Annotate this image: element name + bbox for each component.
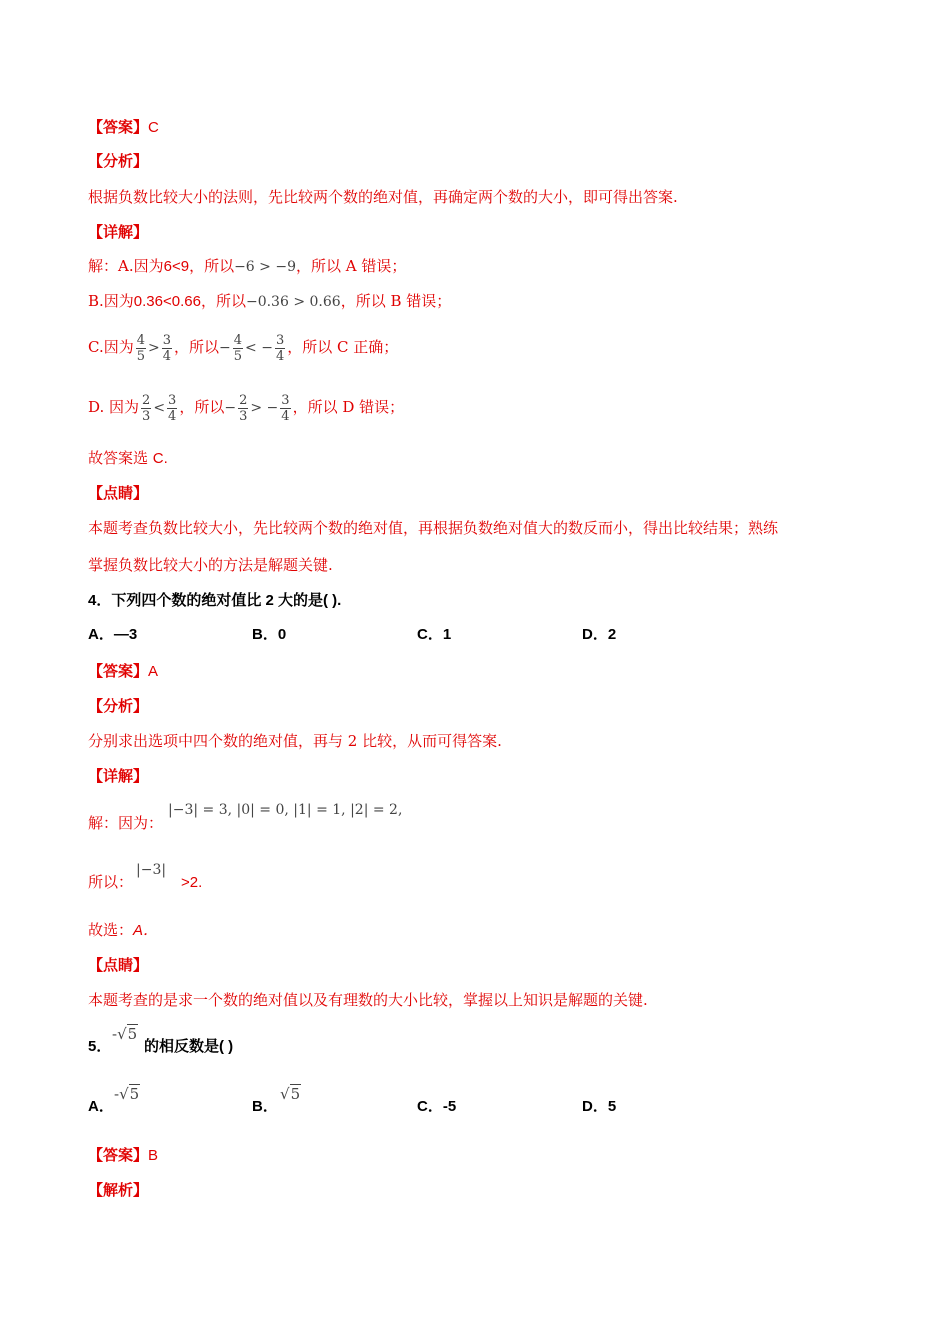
fraction-denominator: 5 (233, 348, 243, 364)
q3-line-c (88, 327, 398, 368)
q3-conclusion (88, 448, 168, 469)
q3-line-c-mid: ，所以 (174, 338, 220, 356)
q5-option-b-value (280, 1084, 301, 1105)
minus-sign: − (224, 400, 237, 416)
q5-radical (112, 1024, 138, 1045)
negative-sqrt: -√5 (114, 1085, 140, 1103)
q3-line-a (88, 256, 406, 277)
fraction-numerator: 3 (275, 332, 285, 348)
operator: < (153, 400, 166, 416)
fraction (238, 393, 248, 424)
operator: > (148, 340, 160, 356)
fraction-denominator: 3 (142, 408, 151, 424)
q3-line-a-pre: 解：A.因为 (88, 257, 164, 275)
fraction-numerator: 4 (233, 332, 243, 348)
q5-option-b-label: B． (252, 1098, 278, 1115)
q3-comment-line-1: 本题考查负数比较大小，先比较两个数的绝对值，再根据负数绝对值大的数反而小，得出比较结果；熟练 (88, 519, 779, 537)
q4-comment-tag: 【点睛】 (88, 956, 149, 974)
fraction (280, 393, 290, 424)
q3-line-b-expr: −0.36 > 0.66 (245, 294, 341, 310)
q4-detail-expr: |−3| = 3, |0| = 0, |1| = 1, |2| = 2, (168, 802, 403, 818)
fraction-denominator: 3 (239, 408, 248, 424)
negative-sqrt: -√5 (112, 1025, 138, 1043)
q3-answer-line (88, 117, 159, 138)
q4-answer-tag: 【答案】 (88, 662, 149, 680)
operator: > − (250, 400, 279, 416)
fraction-numerator: 2 (142, 392, 151, 408)
q4-detail-tag: 【详解】 (88, 767, 149, 785)
q3-conclusion-pre: 故答案选 (88, 449, 153, 467)
q5-num: 5． (88, 1038, 112, 1055)
q5-option-d: D．5 (582, 1098, 617, 1115)
q3-comment-line-2: 掌握负数比较大小的方法是解题关键. (88, 556, 333, 574)
q4-option-c: C．1 (417, 626, 452, 643)
radicand: 5 (129, 1085, 140, 1103)
sqrt: √5 (280, 1085, 301, 1103)
fraction-denominator: 4 (168, 408, 177, 424)
q4-analysis-text: 分别求出选项中四个数的绝对值，再与 2 比较，从而可得答案. (88, 732, 502, 750)
q4-answer-line (88, 661, 158, 682)
q3-line-b-cond: 0.36<0.66 (133, 293, 201, 310)
q3-comment-tag: 【点睛】 (88, 484, 149, 502)
q4-so-pre: 所以： (88, 873, 134, 891)
minus-sign: − (219, 340, 231, 356)
q4-choose-line (88, 920, 158, 941)
minus-sign: - (114, 1085, 120, 1103)
radicand: 5 (290, 1085, 301, 1103)
q3-line-b-pre: B.因为 (88, 292, 134, 310)
q5-option-a-value (114, 1084, 140, 1105)
q3-line-c-pre: C.因为 (88, 338, 134, 356)
q3-line-a-expr: −6 > −9 (234, 259, 296, 275)
q5-explain-tag: 【解析】 (88, 1181, 149, 1199)
q5-option-a-label: A． (88, 1098, 114, 1115)
fraction (141, 393, 151, 424)
minus-sign: - (112, 1025, 118, 1043)
q3-line-d-post: ，所以 D 错误； (292, 398, 405, 416)
fraction-numerator: 3 (168, 392, 177, 408)
fraction-numerator: 3 (281, 392, 290, 408)
q3-line-a-post: ，所以 A 错误； (295, 257, 407, 275)
q3-line-a-cond: 6<9 (163, 258, 190, 275)
q3-line-d-pre: D. 因为 (88, 398, 140, 416)
radicand: 5 (127, 1025, 138, 1043)
q3-answer-value: C (148, 119, 159, 136)
q4-choose-pre: 故选： (88, 921, 134, 939)
q5-answer-line (88, 1145, 158, 1166)
q4-detail-line (88, 813, 163, 833)
q4-choose-value: A． (133, 922, 159, 939)
q4-comment-text: 本题考查的是求一个数的绝对值以及有理数的大小比较，掌握以上知识是解题的关键. (88, 991, 648, 1009)
q4-option-b: B．0 (252, 626, 287, 643)
q4-option-a: A．—3 (88, 626, 138, 643)
q3-analysis-text: 根据负数比较大小的法则，先比较两个数的绝对值，再确定两个数的大小，即可得出答案. (88, 188, 678, 206)
fraction (275, 333, 285, 364)
q3-line-b (88, 291, 451, 312)
fraction-numerator: 2 (239, 392, 248, 408)
q4-answer-value: A (148, 663, 159, 680)
q3-detail-tag: 【详解】 (88, 223, 149, 241)
q3-analysis-tag: 【分析】 (88, 152, 149, 170)
q4-option-d: D．2 (582, 626, 617, 643)
fraction-denominator: 4 (162, 348, 172, 364)
q5-answer-tag: 【答案】 (88, 1146, 149, 1164)
operator: < − (245, 340, 273, 356)
fraction-denominator: 4 (275, 348, 285, 364)
fraction (162, 333, 172, 364)
q4-question: 4．下列四个数的绝对值比 2 大的是( ). (88, 592, 342, 609)
q3-line-a-mid: ，所以 (189, 257, 235, 275)
q4-so-expr: |−3| (136, 862, 167, 878)
q3-line-c-post: ，所以 C 正确； (287, 338, 399, 356)
fraction-denominator: 4 (281, 408, 290, 424)
q3-line-b-post: ，所以 B 错误； (340, 292, 452, 310)
q3-line-d-mid: ，所以 (179, 398, 225, 416)
q4-detail-pre: 解：因为： (88, 814, 164, 832)
q3-line-b-mid: ，所以 (200, 292, 246, 310)
fraction-numerator: 3 (162, 332, 172, 348)
q4-so-post: >2. (181, 874, 203, 891)
fraction (233, 333, 243, 364)
q5-option-c: C．-5 (417, 1098, 457, 1115)
fraction-numerator: 4 (136, 332, 145, 348)
q3-answer-tag: 【答案】 (88, 118, 149, 136)
fraction (167, 393, 177, 424)
q3-conclusion-value: C. (152, 450, 168, 467)
q5-answer-value: B (148, 1147, 159, 1164)
fraction (136, 333, 146, 364)
fraction-denominator: 5 (136, 348, 145, 364)
q3-line-d (88, 387, 404, 428)
q5-question-text: 的相反数是( ) (144, 1038, 234, 1055)
q4-analysis-tag: 【分析】 (88, 697, 149, 715)
